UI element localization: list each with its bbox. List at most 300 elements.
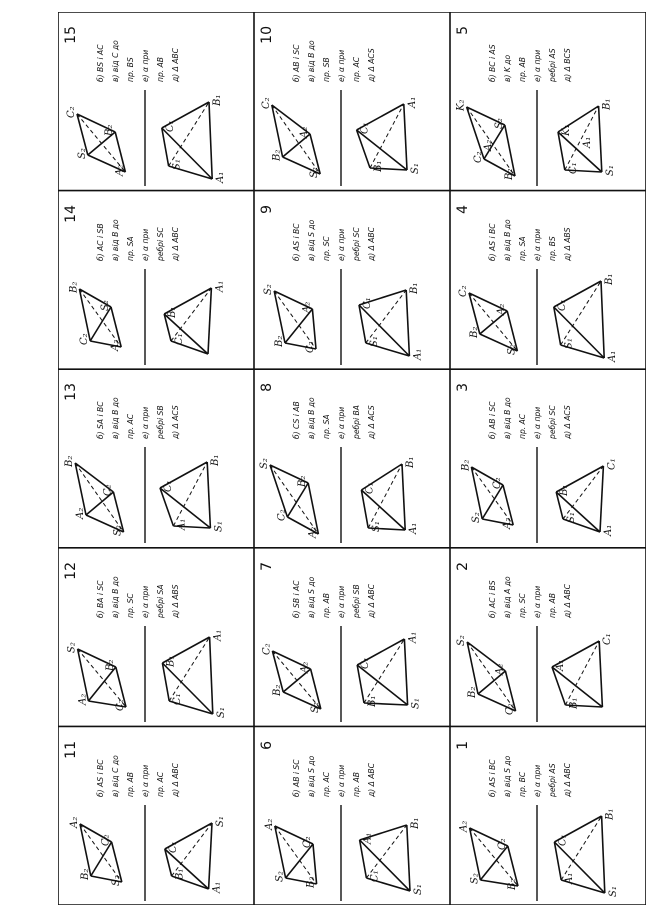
problem-cell-6 — [254, 726, 450, 905]
problem-drawing — [451, 12, 645, 190]
task-line: б) AB і SC — [292, 44, 301, 83]
vertex-label-top: C₁ — [606, 458, 618, 471]
task-line: д) Δ ABC — [367, 226, 376, 261]
task-line: б) AC і SB — [96, 223, 105, 261]
problem-drawing — [59, 548, 253, 726]
problem-frame — [59, 369, 253, 547]
vertex-label-top: S₁ — [607, 885, 619, 897]
problem-frame — [255, 12, 449, 190]
problem-cell-13 — [58, 369, 254, 548]
vertex-label-top: S₁ — [215, 707, 227, 719]
task-line: пр. SA — [518, 236, 527, 261]
problem-cell-4 — [450, 191, 646, 370]
task-line: в) від B до — [111, 397, 120, 440]
vertex-label-front: S₂ — [309, 167, 321, 179]
vertex-label-top: B₁ — [604, 808, 616, 820]
problem-drawing — [255, 12, 449, 190]
task-line: б) AB і SC — [292, 759, 301, 797]
problem-frame — [59, 12, 253, 190]
task-line: б) AS і BC — [292, 223, 301, 261]
vertex-label-front: A₂ — [299, 127, 310, 139]
vertex-label-top: A₁ — [607, 350, 619, 362]
vertex-label-front: S₂ — [506, 344, 518, 355]
task-line: е) α при — [141, 585, 150, 619]
visible-edge-top-view — [209, 823, 212, 889]
task-line: е) α при — [141, 764, 150, 797]
visible-edge-top-view — [209, 102, 212, 179]
visible-edge-front-view — [88, 667, 115, 701]
vertex-label-top: B₁ — [568, 697, 580, 710]
vertex-label-front: S₂ — [110, 874, 122, 886]
problem-frame — [451, 191, 645, 369]
vertex-label-top: S₁ — [371, 521, 383, 533]
vertex-label-top: B₁ — [212, 94, 223, 107]
vertex-label-front: S₂ — [100, 300, 111, 311]
task-line: е) α при — [533, 764, 542, 797]
vertex-label-top: B₁ — [210, 455, 222, 467]
vertex-label-top: C₁ — [369, 870, 381, 882]
task-line: б) BC і AS — [488, 44, 497, 83]
task-line: б) SB і AC — [292, 580, 301, 619]
task-line: д) Δ ABC — [171, 762, 180, 797]
task-line: б) AS і BC — [488, 759, 497, 797]
task-line: е) α при — [533, 50, 542, 83]
problem-number: 11 — [63, 740, 79, 759]
task-line: пр. SB — [322, 57, 331, 83]
visible-edge-front-view — [482, 485, 503, 519]
task-line: б) AS і BC — [488, 223, 497, 261]
vertex-label-top: S₁ — [604, 165, 616, 177]
vertex-label-front: A₂ — [299, 661, 311, 674]
task-line: е) α при — [141, 407, 150, 440]
problem-cell-14 — [58, 191, 254, 370]
task-line: в) від B до — [111, 576, 120, 619]
task-line: д) Δ ACS — [171, 405, 180, 440]
visible-edge-top-view — [599, 106, 602, 172]
task-line: ребрі SC — [352, 227, 361, 261]
vertex-label-front: B₂ — [468, 326, 480, 338]
vertex-label-top: B₁ — [409, 817, 421, 829]
task-line: е) α при — [141, 228, 150, 261]
task-line: пр. AB — [352, 771, 361, 797]
task-line: ребрі AS — [548, 48, 557, 83]
vertex-label-top: B₁ — [405, 457, 416, 469]
vertex-label-top: A₁ — [211, 881, 223, 893]
task-line: пр. SC — [518, 593, 527, 619]
task-line: пр. AC — [518, 414, 527, 440]
vertex-label-front: S₂ — [259, 458, 270, 470]
task-line: ребрі SB — [352, 584, 361, 619]
vertex-label-front: C₂ — [115, 699, 126, 712]
vertex-label-top: B₁ — [601, 98, 613, 111]
task-line: д) Δ ABC — [563, 762, 572, 797]
problem-drawing — [255, 548, 449, 726]
vertex-label-front: A₂ — [114, 165, 126, 177]
task-line: пр. AC — [156, 771, 165, 797]
task-line: д) Δ ACS — [367, 48, 376, 83]
vertex-label-top: C₁ — [556, 299, 568, 311]
vertex-label-top: A₁ — [582, 137, 593, 149]
task-line: б) AC і BS — [488, 580, 497, 619]
vertex-label-front: C₂ — [102, 484, 114, 497]
vertex-label-front: B₂ — [305, 876, 317, 888]
vertex-label-top: C₁ — [360, 657, 372, 670]
task-line: ребрі BA — [352, 405, 361, 440]
vertex-label-top: A₁ — [407, 631, 419, 644]
task-line: д) Δ ABC — [171, 48, 180, 83]
task-line: е) α при — [337, 407, 346, 440]
vertex-label-front: B₂ — [460, 460, 472, 472]
vertex-label-front: A₂ — [458, 820, 470, 832]
problem-frame — [255, 727, 449, 905]
problem-number: 4 — [455, 204, 471, 214]
problem-drawing — [451, 369, 645, 547]
task-line: пр. SC — [126, 593, 135, 619]
vertex-label-top: A₁ — [212, 629, 224, 642]
problem-drawing — [451, 191, 645, 369]
vertex-label-top: C₁ — [364, 482, 376, 495]
vertex-label-front: C₂ — [276, 509, 288, 522]
visible-edge-top-view — [599, 641, 602, 707]
task-line: в) K до — [503, 55, 512, 83]
task-line: д) Δ ACS — [563, 405, 572, 440]
task-line: е) α при — [533, 228, 542, 261]
vertex-label-top: B₁ — [373, 160, 384, 173]
vertex-label-front: S₂ — [471, 512, 483, 524]
visible-edge-front-view — [470, 828, 481, 880]
vertex-label-top: S₁ — [566, 512, 577, 524]
vertex-label-front: B₂ — [274, 335, 285, 347]
vertex-label-top: C₁ — [163, 480, 174, 493]
vertex-label-front: S₂ — [112, 525, 124, 537]
task-line: е) α при — [337, 764, 346, 797]
task-line: в) від S до — [307, 576, 316, 619]
problem-number: 13 — [63, 383, 79, 402]
problem-cell-2 — [450, 548, 646, 727]
vertex-label-front: S₂ — [66, 642, 78, 654]
problem-cell-10 — [254, 12, 450, 191]
vertex-label-front: S₂ — [76, 148, 88, 160]
vertex-label-top: K₁ — [561, 124, 572, 137]
task-line: пр. AB — [126, 771, 135, 797]
task-line: пр. AB — [322, 593, 331, 619]
vertex-label-top: B₁ — [604, 273, 615, 285]
vertex-label-top: B₁ — [165, 655, 177, 668]
task-line: ребрі SC — [548, 405, 557, 440]
task-line: в) від C до — [111, 754, 120, 797]
task-line: е) α при — [141, 50, 150, 83]
problem-frame — [59, 727, 253, 905]
problem-cell-11 — [58, 726, 254, 905]
visible-edge-top-view — [210, 637, 213, 714]
task-line: в) від S до — [503, 755, 512, 797]
vertex-label-front: C₂ — [504, 703, 516, 716]
vertex-label-front: B₂ — [68, 281, 80, 293]
task-line: пр. AB — [156, 57, 165, 83]
vertex-label-top: A₁ — [412, 348, 424, 360]
task-line: в) від S до — [307, 219, 316, 261]
vertex-label-front: A₂ — [307, 527, 319, 539]
task-line: е) α при — [337, 50, 346, 83]
task-line: б) CS і AB — [292, 401, 301, 440]
vertex-label-top: C₁ — [602, 633, 614, 646]
problem-number: 8 — [259, 383, 275, 393]
visible-edge-front-view — [90, 307, 111, 341]
vertex-label-front: C₂ — [305, 341, 316, 353]
problem-frame — [451, 727, 645, 905]
vertex-label-top: C₁ — [172, 693, 184, 706]
problem-drawing — [255, 727, 449, 905]
problem-frame — [59, 191, 253, 369]
vertex-label-front: K₂ — [455, 99, 467, 112]
task-line: пр. AB — [548, 593, 557, 619]
task-line: пр. BS — [548, 236, 557, 261]
vertex-label-front: C₂ — [260, 97, 272, 110]
visible-edge-front-view — [287, 483, 308, 517]
vertex-label-top: C₁ — [567, 162, 579, 175]
task-line: е) α при — [337, 585, 346, 619]
task-line: ребрі SA — [156, 584, 165, 619]
task-line: д) Δ ACS — [367, 405, 376, 440]
vertex-label-top: S₁ — [563, 338, 575, 349]
task-line: в) від B до — [307, 397, 316, 440]
vertex-label-front: A₂ — [69, 816, 80, 828]
visible-edge-top-view — [600, 466, 603, 532]
vertex-label-top: S₁ — [413, 883, 424, 895]
hidden-edge-top-view — [169, 102, 209, 166]
visible-edge-top-view — [602, 816, 605, 893]
vertex-label-top: S₁ — [368, 336, 380, 347]
problem-frame — [451, 12, 645, 190]
vertex-label-top: C₁ — [557, 834, 569, 846]
problem-cell-7 — [254, 548, 450, 727]
vertex-label-top: A₁ — [555, 659, 566, 672]
visible-edge-front-view — [91, 842, 112, 876]
vertex-label-top: C₁ — [362, 297, 373, 309]
vertex-label-front: B₂ — [272, 684, 284, 697]
vertex-label-front: A₂ — [301, 301, 313, 313]
problem-frame — [451, 369, 645, 547]
vertex-label-front: B₂ — [271, 149, 283, 162]
visible-edge-top-view — [402, 464, 405, 530]
problem-cell-1 — [450, 726, 646, 905]
task-line: б) BA і SC — [96, 580, 105, 619]
task-line: ребрі SB — [156, 405, 165, 440]
problem-drawing — [255, 369, 449, 547]
vertex-label-front: B₂ — [64, 456, 76, 468]
visible-edge-top-view — [404, 639, 407, 705]
vertex-label-top: C₁ — [167, 841, 179, 853]
task-line: д) Δ BCS — [563, 48, 572, 83]
problem-number: 3 — [455, 383, 471, 393]
task-line: пр. SC — [322, 236, 331, 261]
vertex-label-front: S₂ — [309, 702, 321, 714]
problem-number: 1 — [455, 740, 471, 750]
visible-edge-top-view — [404, 104, 407, 170]
task-line: ребрі AS — [548, 763, 557, 797]
problem-drawing — [59, 191, 253, 369]
problem-frame — [451, 548, 645, 726]
task-line: пр. SA — [126, 236, 135, 261]
visible-edge-top-view — [208, 288, 211, 354]
vertex-label-top: A₁ — [176, 519, 188, 531]
vertex-label-front: B₂ — [104, 659, 116, 672]
task-line: б) AS і BC — [96, 759, 105, 797]
task-line: пр. AC — [322, 771, 331, 797]
vertex-label-front: C₂ — [492, 477, 503, 490]
problem-drawing — [255, 191, 449, 369]
problem-cell-5 — [450, 12, 646, 191]
visible-edge-top-view — [556, 492, 600, 532]
vertex-label-front: B₂ — [297, 476, 309, 488]
vertex-label-front: A₂ — [75, 508, 86, 520]
vertex-label-top: B₁ — [559, 485, 571, 497]
vertex-label-front: S₂ — [456, 635, 468, 647]
vertex-label-front: S₂ — [493, 118, 505, 130]
vertex-label-top: A₁ — [362, 832, 374, 844]
task-line: е) α при — [533, 585, 542, 619]
problem-number: 2 — [455, 562, 471, 572]
vertex-label-top: A₁ — [564, 872, 576, 884]
task-line: пр. BC — [518, 771, 527, 797]
task-line: б) SA і BC — [96, 401, 105, 440]
vertex-label-top: S₁ — [215, 815, 226, 827]
vertex-label-front: C₂ — [473, 151, 484, 164]
visible-edge-top-view — [164, 314, 208, 354]
vertex-label-top: A₁ — [215, 172, 227, 184]
vertex-label-top: S₁ — [410, 163, 421, 175]
vertex-label-top: C₁ — [359, 122, 371, 135]
problem-number: 14 — [63, 204, 79, 223]
vertex-label-front: C₂ — [100, 834, 112, 846]
problem-drawing — [59, 727, 253, 905]
problem-number: 12 — [63, 562, 79, 580]
task-line: б) BS і AC — [96, 44, 105, 83]
problem-frame — [255, 191, 449, 369]
task-line: д) Δ ABS — [563, 227, 572, 261]
visible-edge-top-view — [601, 281, 604, 358]
task-line: в) від C до — [111, 40, 120, 83]
vertex-label-front: B₂ — [79, 868, 91, 880]
visible-edge-top-view — [357, 665, 407, 705]
problem-cell-9 — [254, 191, 450, 370]
task-line: б) AB і SC — [488, 401, 497, 440]
vertex-label-front: A₂ — [263, 818, 275, 830]
task-line: д) Δ ABC — [367, 584, 376, 619]
task-line: в) від B до — [503, 219, 512, 261]
task-line: пр. SA — [322, 414, 331, 440]
vertex-label-front: A₂ — [502, 518, 514, 530]
problem-number: 15 — [63, 26, 79, 45]
task-line: пр. AC — [352, 57, 361, 83]
task-line: д) Δ ABC — [563, 584, 572, 619]
visible-edge-top-view — [407, 825, 410, 891]
vertex-label-top: B₁ — [367, 695, 378, 708]
task-line: пр. AC — [126, 414, 135, 440]
task-line: ребрі SC — [156, 227, 165, 261]
problem-frame — [255, 369, 449, 547]
problem-drawing — [451, 548, 645, 726]
vertex-label-front: C₂ — [458, 285, 469, 297]
vertex-label-front: A₂ — [483, 140, 495, 152]
vertex-label-front: C₂ — [66, 106, 77, 119]
task-line: е) α при — [533, 407, 542, 440]
task-line: в) від A до — [503, 576, 512, 619]
vertex-label-front: S₂ — [274, 870, 286, 882]
visible-edge-front-view — [480, 846, 507, 880]
problem-cell-3 — [450, 369, 646, 548]
task-line: в) від B до — [503, 397, 512, 440]
task-line: д) Δ ABC — [171, 226, 180, 261]
task-line: е) α при — [337, 228, 346, 261]
problem-drawing — [59, 369, 253, 547]
vertex-label-front: B₂ — [104, 124, 116, 137]
vertex-label-top: S₁ — [213, 521, 225, 533]
problem-number: 5 — [455, 26, 471, 36]
problem-number: 7 — [259, 562, 275, 572]
vertex-label-front: A₂ — [110, 339, 122, 351]
vertex-label-front: A₂ — [496, 303, 508, 315]
hidden-edge-top-view — [169, 637, 209, 701]
vertex-label-top: B₁ — [167, 306, 179, 318]
vertex-label-top: C₁ — [174, 333, 185, 345]
vertex-label-front: B₂ — [504, 168, 515, 181]
problem-number: 10 — [259, 26, 275, 45]
vertex-label-front: B₂ — [507, 878, 518, 890]
problem-frame — [59, 548, 253, 726]
problem-drawing — [451, 727, 645, 905]
vertex-label-top: S₁ — [410, 698, 422, 710]
vertex-label-front: C₂ — [496, 838, 508, 850]
visible-edge-top-view — [406, 290, 409, 356]
vertex-label-front: C₂ — [261, 643, 273, 656]
task-line: д) Δ ABC — [367, 762, 376, 797]
vertex-label-top: B₁ — [409, 282, 421, 294]
problem-frame — [255, 548, 449, 726]
problem-cell-12 — [58, 548, 254, 727]
task-line: в) від B до — [111, 219, 120, 261]
vertex-label-front: B₂ — [467, 686, 478, 699]
problem-cell-15 — [58, 12, 254, 191]
visible-edge-top-view — [357, 665, 364, 703]
task-line: в) від B до — [307, 40, 316, 83]
vertex-label-top: A₁ — [214, 280, 226, 292]
task-line: в) від S до — [307, 755, 316, 797]
vertex-label-front: S₂ — [263, 284, 275, 295]
vertex-label-front: S₂ — [469, 872, 481, 884]
vertex-label-top: B₁ — [174, 868, 186, 880]
task-line: пр. BS — [126, 57, 135, 83]
vertex-label-top: S₁ — [171, 159, 183, 171]
vertex-label-top: A₁ — [603, 525, 614, 537]
vertex-label-front: A₂ — [77, 693, 89, 706]
vertex-label-front: C₂ — [302, 836, 313, 848]
vertex-label-top: C₁ — [164, 120, 176, 133]
vertex-label-front: C₂ — [79, 333, 91, 345]
visible-edge-top-view — [207, 462, 210, 528]
problem-drawing — [59, 12, 253, 190]
vertex-label-top: A₁ — [408, 523, 420, 535]
task-line: д) Δ ABS — [171, 584, 180, 619]
problem-cell-8 — [254, 369, 450, 548]
vertex-label-top: A₁ — [406, 97, 418, 109]
visible-edge-top-view — [165, 849, 209, 889]
hidden-edge-top-view — [364, 639, 404, 703]
task-line: пр. AB — [518, 57, 527, 83]
problem-number: 9 — [259, 204, 275, 214]
problem-table — [58, 12, 646, 905]
vertex-label-front: A₂ — [494, 663, 506, 676]
